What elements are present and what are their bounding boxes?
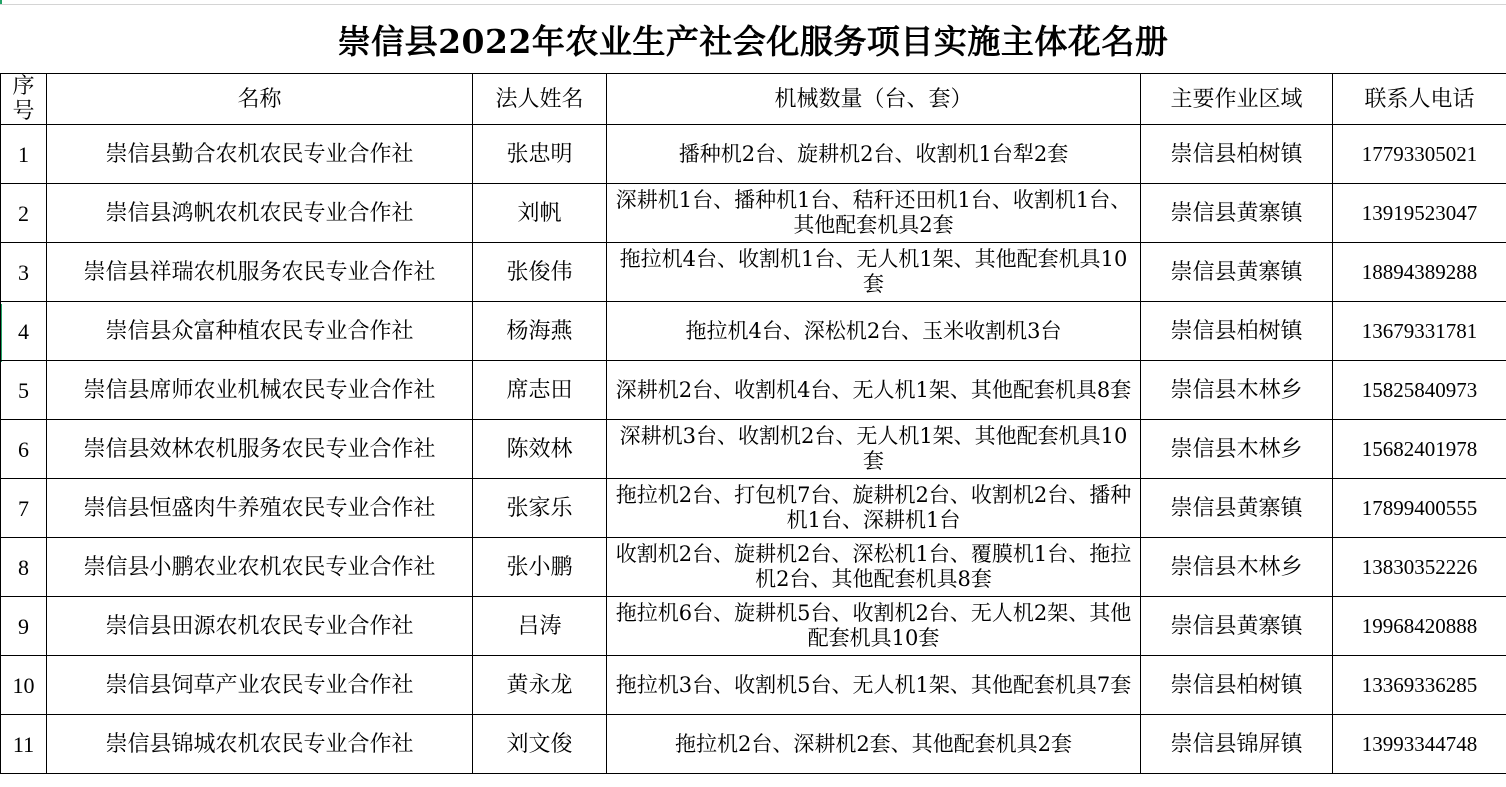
cell-legal[interactable]: 张小鹏	[473, 538, 607, 597]
cell-area[interactable]: 崇信县木林乡	[1141, 361, 1333, 420]
cell-area[interactable]: 崇信县柏树镇	[1141, 656, 1333, 715]
cell-name[interactable]: 崇信县小鹏农业农机农民专业合作社	[47, 538, 473, 597]
cell-no[interactable]: 3	[1, 243, 47, 302]
cell-no[interactable]: 8	[1, 538, 47, 597]
cell-name[interactable]: 崇信县鸿帆农机农民专业合作社	[47, 184, 473, 243]
cell-phone[interactable]: 15682401978	[1333, 420, 1506, 479]
cell-legal[interactable]: 黄永龙	[473, 656, 607, 715]
header-cell-legal[interactable]: 法人姓名	[473, 74, 607, 125]
table-row	[1, 715, 1506, 774]
cell-name[interactable]: 崇信县饲草产业农民专业合作社	[47, 656, 473, 715]
cell-machines[interactable]: 深耕机3台、收割机2台、无人机1架、其他配套机具10套	[607, 420, 1141, 479]
cell-no[interactable]: 10	[1, 656, 47, 715]
cell-no[interactable]: 5	[1, 361, 47, 420]
cell-name[interactable]: 崇信县锦城农机农民专业合作社	[47, 715, 473, 774]
cell-name[interactable]: 崇信县效林农机服务农民专业合作社	[47, 420, 473, 479]
table-row	[1, 125, 1506, 184]
cell-phone[interactable]: 17899400555	[1333, 479, 1506, 538]
cell-no[interactable]: 4	[1, 302, 47, 361]
cell-no[interactable]: 2	[1, 184, 47, 243]
cell-no[interactable]: 6	[1, 420, 47, 479]
cell-no[interactable]: 1	[1, 125, 47, 184]
cell-name[interactable]: 崇信县席师农业机械农民专业合作社	[47, 361, 473, 420]
cell-no[interactable]: 11	[1, 715, 47, 774]
cell-legal[interactable]: 陈效林	[473, 420, 607, 479]
table-row	[1, 184, 1506, 243]
cell-machines[interactable]: 播种机2台、旋耕机2台、收割机1台犁2套	[607, 125, 1141, 184]
cell-phone[interactable]: 13993344748	[1333, 715, 1506, 774]
cell-name[interactable]: 崇信县勤合农机农民专业合作社	[47, 125, 473, 184]
cell-legal[interactable]: 刘帆	[473, 184, 607, 243]
cell-area[interactable]: 崇信县锦屏镇	[1141, 715, 1333, 774]
header-cell-area[interactable]: 主要作业区域	[1141, 74, 1333, 125]
table-row	[1, 656, 1506, 715]
cell-machines[interactable]: 深耕机1台、播种机1台、秸秆还田机1台、收割机1台、其他配套机具2套	[607, 184, 1141, 243]
cell-name[interactable]: 崇信县众富种植农民专业合作社	[47, 302, 473, 361]
cell-phone[interactable]: 19968420888	[1333, 597, 1506, 656]
table-body	[1, 125, 1506, 774]
cell-machines[interactable]: 收割机2台、旋耕机2台、深松机1台、覆膜机1台、拖拉机2台、其他配套机具8套	[607, 538, 1141, 597]
cell-machines[interactable]: 拖拉机2台、深耕机2套、其他配套机具2套	[607, 715, 1141, 774]
cell-machines[interactable]: 深耕机2台、收割机4台、无人机1架、其他配套机具8套	[607, 361, 1141, 420]
cell-machines[interactable]: 拖拉机4台、收割机1台、无人机1架、其他配套机具10套	[607, 243, 1141, 302]
cell-machines[interactable]: 拖拉机3台、收割机5台、无人机1架、其他配套机具7套	[607, 656, 1141, 715]
cell-area[interactable]: 崇信县木林乡	[1141, 538, 1333, 597]
cell-phone[interactable]: 13369336285	[1333, 656, 1506, 715]
cell-area[interactable]: 崇信县黄寨镇	[1141, 243, 1333, 302]
cell-name[interactable]: 崇信县田源农机农民专业合作社	[47, 597, 473, 656]
table-row	[1, 420, 1506, 479]
cell-phone[interactable]: 15825840973	[1333, 361, 1506, 420]
header-row	[1, 74, 1506, 125]
header-cell-phone[interactable]: 联系人电话	[1333, 74, 1506, 125]
cell-legal[interactable]: 张俊伟	[473, 243, 607, 302]
table-row	[1, 538, 1506, 597]
selection-marker	[0, 0, 2, 4]
header-cell-no[interactable]: 序号	[1, 74, 47, 125]
cell-area[interactable]: 崇信县柏树镇	[1141, 302, 1333, 361]
table-row	[1, 479, 1506, 538]
cell-area[interactable]: 崇信县黄寨镇	[1141, 184, 1333, 243]
cell-name[interactable]: 崇信县恒盛肉牛养殖农民专业合作社	[47, 479, 473, 538]
table-row	[1, 243, 1506, 302]
cell-no[interactable]: 7	[1, 479, 47, 538]
cell-legal[interactable]: 杨海燕	[473, 302, 607, 361]
cell-legal[interactable]: 张忠明	[473, 125, 607, 184]
table-row	[1, 302, 1506, 361]
roster-table	[0, 73, 1506, 774]
cell-phone[interactable]: 17793305021	[1333, 125, 1506, 184]
cell-phone[interactable]: 13679331781	[1333, 302, 1506, 361]
cell-legal[interactable]: 席志田	[473, 361, 607, 420]
table-row	[1, 597, 1506, 656]
cell-area[interactable]: 崇信县木林乡	[1141, 420, 1333, 479]
page-title: 崇信县2022年农业生产社会化服务项目实施主体花名册	[337, 21, 1169, 61]
cell-machines[interactable]: 拖拉机2台、打包机7台、旋耕机2台、收割机2台、播种机1台、深耕机1台	[607, 479, 1141, 538]
cell-phone[interactable]: 13830352226	[1333, 538, 1506, 597]
cell-phone[interactable]: 18894389288	[1333, 243, 1506, 302]
cell-legal[interactable]: 张家乐	[473, 479, 607, 538]
cell-name[interactable]: 崇信县祥瑞农机服务农民专业合作社	[47, 243, 473, 302]
cell-area[interactable]: 崇信县黄寨镇	[1141, 479, 1333, 538]
header-cell-name[interactable]: 名称	[47, 74, 473, 125]
cell-phone[interactable]: 13919523047	[1333, 184, 1506, 243]
table-row	[1, 361, 1506, 420]
cell-area[interactable]: 崇信县柏树镇	[1141, 125, 1333, 184]
cell-no[interactable]: 9	[1, 597, 47, 656]
cell-machines[interactable]: 拖拉机6台、旋耕机5台、收割机2台、无人机2架、其他配套机具10套	[607, 597, 1141, 656]
header-cell-machines[interactable]: 机械数量（台、套）	[607, 74, 1141, 125]
cell-machines[interactable]: 拖拉机4台、深松机2台、玉米收割机3台	[607, 302, 1141, 361]
cell-area[interactable]: 崇信县黄寨镇	[1141, 597, 1333, 656]
cell-legal[interactable]: 吕涛	[473, 597, 607, 656]
cell-legal[interactable]: 刘文俊	[473, 715, 607, 774]
